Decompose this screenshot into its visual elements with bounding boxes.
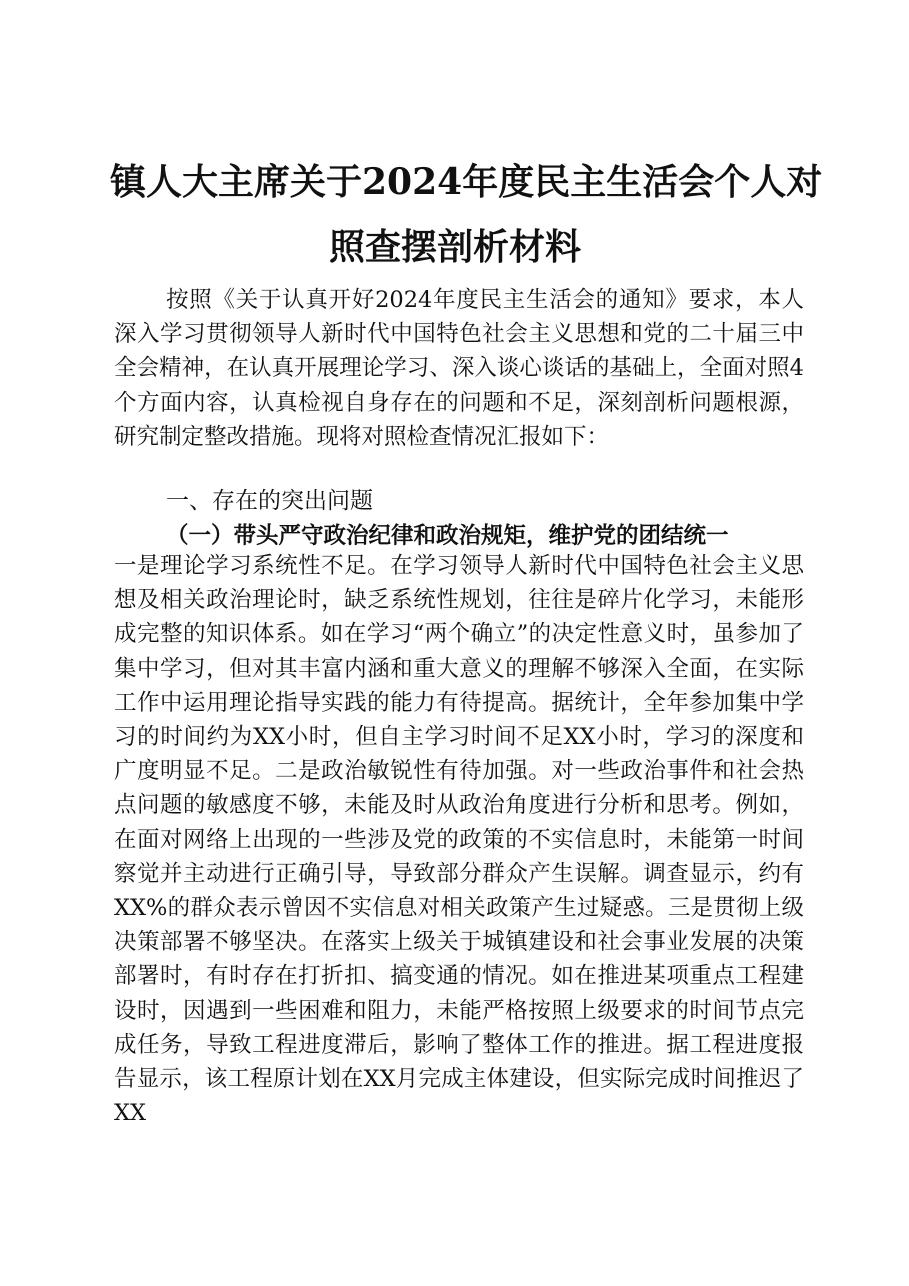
document-title-line2: 照查摆剖析材料 [328, 226, 581, 268]
main-paragraph: 一是理论学习系统性不足。在学习领导人新时代中国特色社会主义思想及相关政治理论时，缺乏系统性规划，往往是碎片化学习，未能形成完整的知识体系。如在学习“两个确立”的决定性意义时，虽参加了集中学习，但对其丰富内涵和重大意义的理解不够深入全面，在实际工作中运用理论指导实践的能力有待提高。据统计，全年参加集中学习的时间约为XX小时，但自主学习时间不足XX小时，学习的深度和广度明显不足。二是政治敏锐性有待加强。对一些政治事件和社会热点问题的敏感度不够，未能及时从政治角度进行分析和思考。例如，在面对网络上出现的一些涉及党的政策的不实信息时，未能第一时间察觉并主动进行正确引导，导致部分群众产生误解。调查显示，约有XX%的群众表示曾因不实信息对相关政策产生过疑惑。三是贯彻上级决策部署不够坚决。在落实上级关于城镇建设和社会事业发展的决策部署时，有时存在打折扣、搞变通的情况。如在推进某项重点工程建设时，因遇到一些困难和阻力，未能严格按照上级要求的时间节点完成任务，导致工程进度滞后，影响了整体工作的推进。据工程进度报告显示，该工程原计划在XX月完成主体建设，但实际完成时间推迟了XX [114, 553, 804, 1127]
document-title-line1: 镇人大主席关于2024年度民主生活会个人对 [110, 161, 823, 203]
section-heading: 一、存在的突出问题 [166, 488, 373, 514]
subsection-heading: （一）带头严守政治纪律和政治规矩，维护党的团结统一 [166, 523, 729, 549]
intro-paragraph: 按照《关于认真开好2024年度民主生活会的通知》要求，本人深入学习贯彻领导人新时代中国特色社会主义思想和党的二十届三中全会精神，在认真开展理论学习、深入谈心谈话的基础上，全面对照4个方面内容，认真检视自身存在的问题和不足，深刻剖析问题根源，研究制定整改措施。现将对照检查情况汇报如下： [114, 287, 804, 450]
